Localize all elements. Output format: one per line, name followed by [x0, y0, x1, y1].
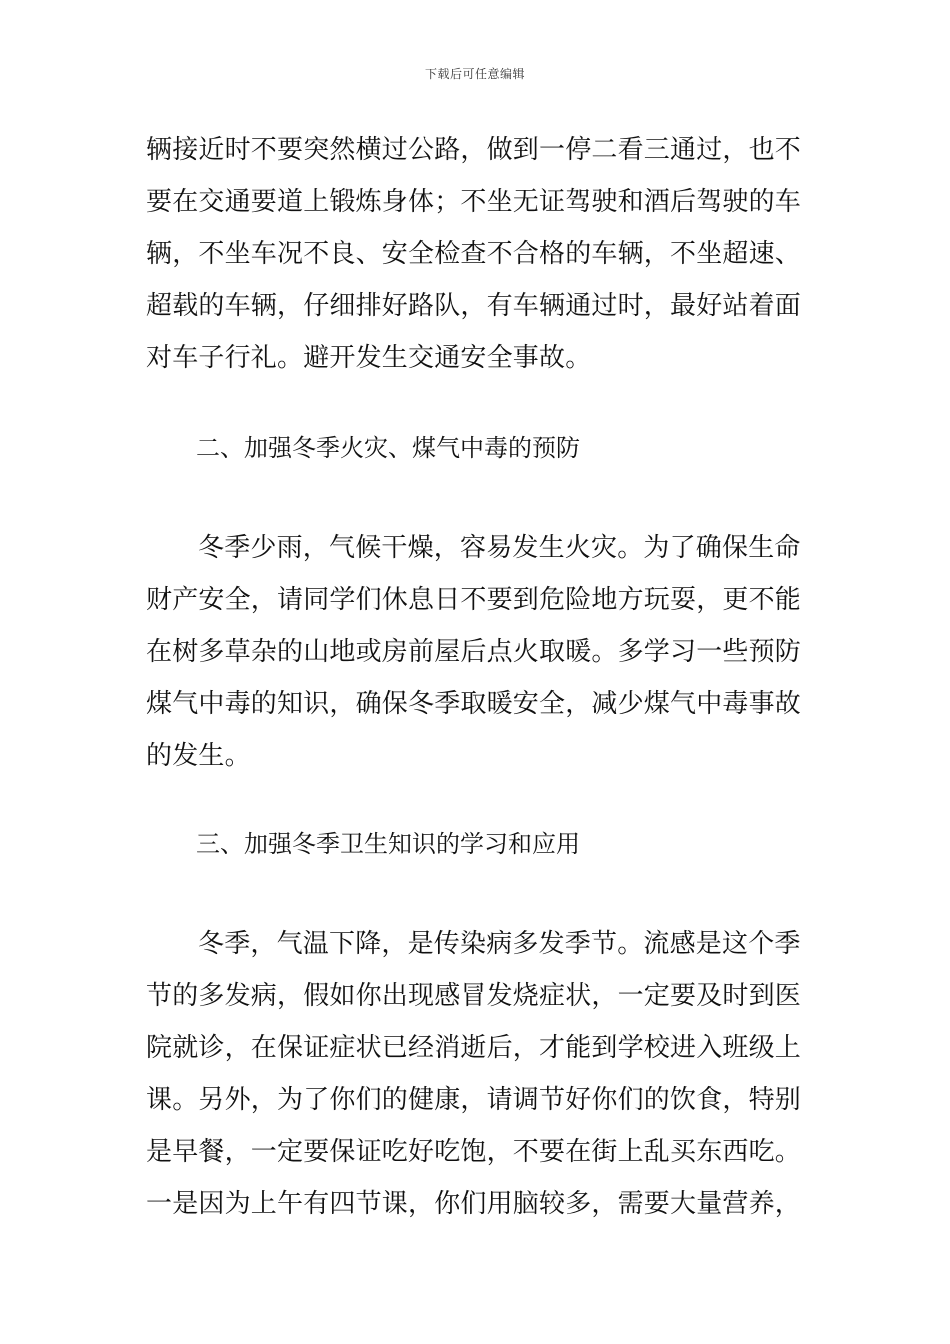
section-heading-hygiene [146, 818, 811, 870]
section-heading: 三、加强冬季卫生知识的学习和应用 [196, 830, 580, 858]
text-line: 冬季少雨，气候干燥，容易发生火灾。为了确保生命 [198, 533, 801, 563]
text-line: 的发生。 [146, 741, 251, 771]
paragraph-fire-prevention [146, 522, 811, 782]
text-line: 辆接近时不要突然横过公路，做到一停二看三通过，也不 [146, 135, 802, 165]
paragraph-traffic-safety [146, 124, 811, 384]
text-line: 煤气中毒的知识，确保冬季取暖安全，减少煤气中毒事故 [146, 689, 802, 719]
section-heading: 二、加强冬季火灾、煤气中毒的预防 [196, 434, 580, 462]
text-line: 要在交通要道上锻炼身体；不坐无证驾驶和酒后驾驶的车 [146, 187, 802, 217]
text-line: 超载的车辆，仔细排好路队，有车辆通过时，最好站着面 [146, 291, 802, 321]
text-line: 在树多草杂的山地或房前屋后点火取暖。多学习一些预防 [146, 637, 802, 667]
page-header: 下载后可任意编辑 [424, 67, 525, 81]
section-heading-fire [146, 422, 811, 474]
text-line: 课。另外，为了你们的健康，请调节好你们的饮食，特别 [146, 1085, 802, 1115]
text-line: 节的多发病，假如你出现感冒发烧症状，一定要及时到医 [146, 981, 802, 1011]
text-line: 对车子行礼。避开发生交通安全事故。 [146, 343, 592, 373]
text-line: 财产安全，请同学们休息日不要到危险地方玩耍，更不能 [146, 585, 802, 615]
text-line: 冬季，气温下降，是传染病多发季节。流感是这个季 [198, 929, 801, 959]
text-line: 院就诊，在保证症状已经消逝后，才能到学校进入班级上 [146, 1033, 802, 1063]
text-line: 一是因为上午有四节课，你们用脑较多，需要大量营养， [146, 1189, 802, 1219]
text-line: 辆，不坐车况不良、安全检查不合格的车辆，不坐超速、 [146, 239, 802, 269]
paragraph-hygiene [146, 918, 811, 1230]
text-line: 是早餐，一定要保证吃好吃饱，不要在街上乱买东西吃。 [146, 1137, 802, 1167]
